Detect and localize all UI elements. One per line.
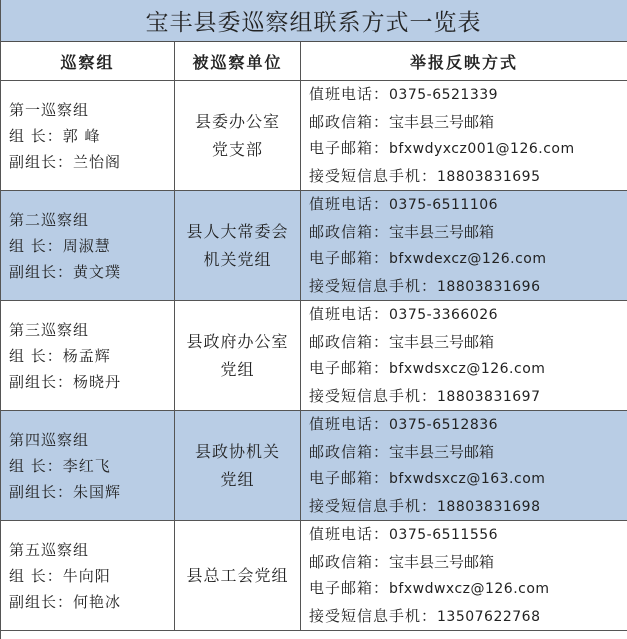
email-line [309,245,627,273]
unit-line: 机关党组 [203,249,272,269]
email-label: 电子邮箱： [309,469,390,487]
email-address[interactable]: bfxwdwxcz@126.com [389,581,550,597]
post-box-label: 邮政信箱： [309,112,390,131]
post-box: 宝丰县三号邮箱 [389,552,495,571]
sms-label: 接受短信息手机： [309,166,438,185]
table-row [1,411,627,521]
duty-phone: 0375-3366026 [389,307,499,323]
email-line [309,135,627,163]
post-box: 宝丰县三号邮箱 [389,442,495,461]
group-members-cell [1,411,175,521]
sms-line [309,493,627,521]
email-line [309,465,627,493]
post-box-line [309,439,627,466]
table-row [1,301,627,411]
post-box-label: 邮政信箱： [309,222,390,241]
sms-label: 接受短信息手机： [309,606,438,625]
group-leader: 组 长：周淑慧 [9,236,111,255]
duty-phone: 0375-6511556 [389,527,499,543]
group-leader: 组 长：牛向阳 [9,566,111,585]
report-methods-cell [301,81,627,191]
email-label: 电子邮箱： [309,359,390,377]
group-members-cell [1,301,175,411]
email-address[interactable]: bfxwdyxcz001@126.com [389,141,575,157]
unit-line: 县政府办公室 [186,331,289,351]
unit-line: 县政协机关 [194,441,280,461]
left-border [0,0,1,639]
sms-label: 接受短信息手机： [309,276,438,295]
sms-mobile: 13507622768 [437,608,541,625]
email-line [309,575,627,603]
post-box: 宝丰县三号邮箱 [389,222,495,241]
group-deputy: 副组长：杨晓丹 [9,372,122,391]
group-deputy: 副组长：黄文璞 [9,262,122,281]
unit-line: 党组 [220,469,255,489]
sms-label: 接受短信息手机： [309,496,438,515]
header-methods: 举报反映方式 [301,42,627,81]
duty-phone-line [309,81,627,109]
group-members-cell [1,521,175,631]
duty-phone-line [309,301,627,329]
group-name: 第一巡察组 [9,100,90,119]
header-row [1,42,627,81]
post-box-line [309,109,627,136]
duty-phone-label: 值班电话： [309,305,390,323]
unit-line: 县委办公室 [194,111,280,131]
sms-line [309,273,627,301]
duty-phone-label: 值班电话： [309,85,390,103]
email-label: 电子邮箱： [309,579,390,597]
group-name: 第五巡察组 [9,540,90,559]
duty-phone: 0375-6511106 [389,197,499,213]
table-title: 宝丰县委巡察组联系方式一览表 [0,0,627,42]
post-box-label: 邮政信箱： [309,332,390,351]
group-name: 第二巡察组 [9,210,90,229]
inspected-unit-cell [175,301,301,411]
table-row [1,191,627,301]
inspected-unit-cell [175,191,301,301]
group-deputy: 副组长：兰怡阁 [9,152,122,171]
group-members-cell [1,191,175,301]
report-methods-cell [301,521,627,631]
header-group: 巡察组 [1,42,175,81]
unit-line: 县总工会党组 [186,565,289,585]
inspected-unit-cell [175,81,301,191]
email-line [309,355,627,383]
unit-line: 党支部 [211,139,263,159]
group-leader: 组 长：郭 峰 [9,126,101,145]
duty-phone-line [309,411,627,439]
email-address[interactable]: bfxwdexcz@126.com [389,251,547,267]
inspected-unit-cell [175,521,301,631]
email-address[interactable]: bfxwdsxcz@126.com [389,361,546,377]
sms-line [309,383,627,411]
sms-mobile: 18803831698 [437,498,541,515]
group-name: 第四巡察组 [9,430,90,449]
post-box: 宝丰县三号邮箱 [389,332,495,351]
duty-phone: 0375-6521339 [389,87,499,103]
duty-phone-line [309,191,627,219]
table-row [1,81,627,191]
group-deputy: 副组长：朱国辉 [9,482,122,501]
sms-mobile: 18803831696 [437,278,541,295]
group-members-cell [1,81,175,191]
report-methods-cell [301,301,627,411]
duty-phone: 0375-6512836 [389,417,499,433]
group-name: 第三巡察组 [9,320,90,339]
header-unit: 被巡察单位 [175,42,301,81]
duty-phone-label: 值班电话： [309,195,390,213]
group-deputy: 副组长：何艳冰 [9,592,122,611]
sms-mobile: 18803831695 [437,168,541,185]
contact-table [0,42,627,631]
post-box-label: 邮政信箱： [309,442,390,461]
report-methods-cell [301,191,627,301]
post-box-label: 邮政信箱： [309,552,390,571]
table-row [1,521,627,631]
group-leader: 组 长：李红飞 [9,456,111,475]
post-box-line [309,549,627,576]
inspected-unit-cell [175,411,301,521]
group-leader: 组 长：杨孟辉 [9,346,111,365]
sms-line [309,163,627,191]
post-box: 宝丰县三号邮箱 [389,112,495,131]
sms-line [309,603,627,631]
email-label: 电子邮箱： [309,249,390,267]
report-methods-cell [301,411,627,521]
post-box-line [309,329,627,356]
duty-phone-label: 值班电话： [309,415,390,433]
email-address[interactable]: bfxwdsxcz@163.com [389,471,546,487]
unit-line: 县人大常委会 [186,221,289,241]
sms-mobile: 18803831697 [437,388,541,405]
sms-label: 接受短信息手机： [309,386,438,405]
email-label: 电子邮箱： [309,139,390,157]
duty-phone-line [309,521,627,549]
post-box-line [309,219,627,246]
unit-line: 党组 [220,359,255,379]
duty-phone-label: 值班电话： [309,525,390,543]
